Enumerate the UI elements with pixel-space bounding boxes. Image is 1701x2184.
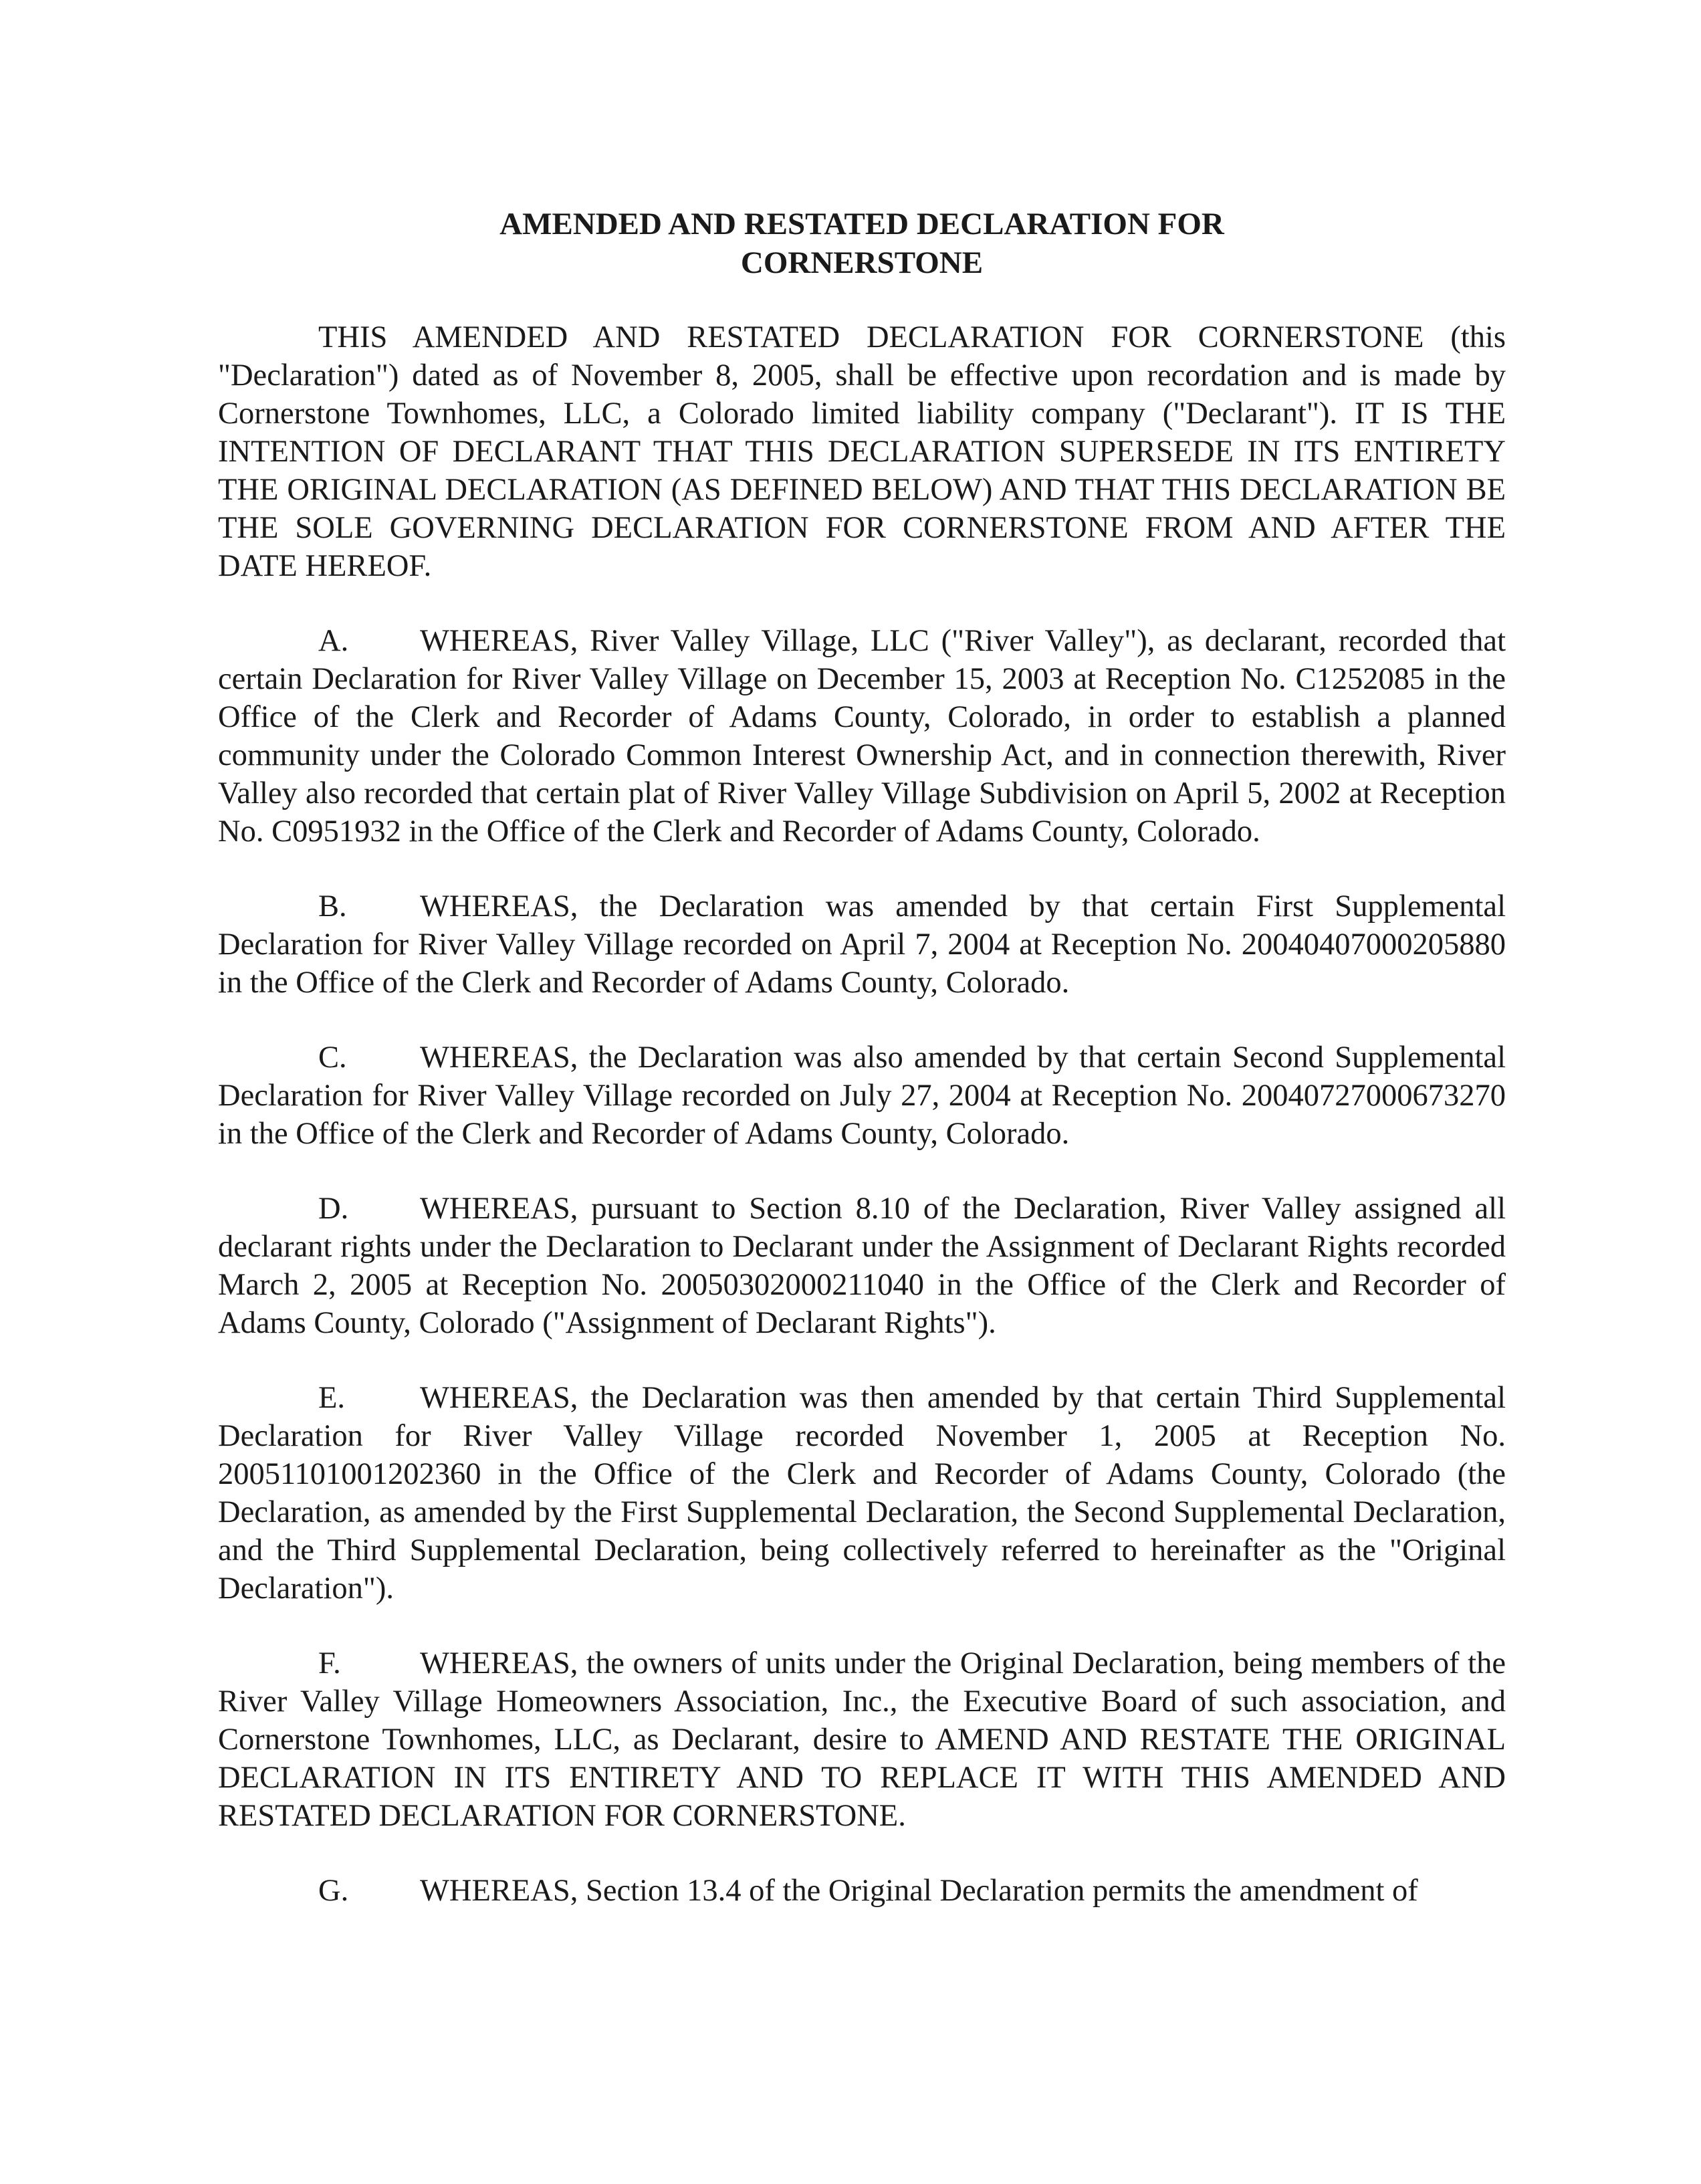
recital-text: WHEREAS, River Valley Village, LLC ("River Valley"), as declarant, recorded that certain Declaration for River Valley Village on December 15, 2003 at Reception No. C1252085 in the Office of the Clerk and Recorder of Adams County, Colorado, in order to establish a planned community under the Colorado Common Interest Ownership Act, and in connection therewith, River Valley also recorded that certain plat of River Valley Village Subdivision on April 5, 2002 at Reception No. C0951932 in the Office of the Clerk and Recorder of Adams County, Colorado.	[218, 624, 1506, 849]
document-title	[218, 205, 1506, 282]
title-line-2: CORNERSTONE	[740, 245, 984, 280]
recital-text: WHEREAS, the owners of units under the Original Declaration, being members of the River Valley Village Homeowners Association, Inc., the Executive Board of such association, and Cornerstone Townhomes, LLC, as Declarant, desire to AMEND AND RESTATE THE ORIGINAL DECLARATION IN ITS ENTIRETY AND TO REPLACE IT WITH THIS AMENDED AND RESTATED DECLARATION FOR CORNERSTONE.	[218, 1646, 1506, 1833]
recital-b	[218, 887, 1506, 1002]
recital-text: WHEREAS, the Declaration was also amended by that certain Second Supplemental Declaration for River Valley Village recorded on July 27, 2004 at Reception No. 20040727000673270 in the Office of the Clerk and Recorder of Adams County, Colorado.	[218, 1041, 1506, 1151]
recital-text: WHEREAS, the Declaration was amended by that certain First Supplemental Declaration for River Valley Village recorded on April 7, 2004 at Reception No. 20040407000205880 in the Office of the Clerk and Recorder of Adams County, Colorado.	[218, 889, 1506, 1000]
recital-g	[218, 1872, 1506, 1910]
recital-text: WHEREAS, pursuant to Section 8.10 of the Declaration, River Valley assigned all declarant rights under the Declaration to Declarant under the Assignment of Declarant Rights recorded March 2, 2005 at Reception No. 20050302000211040 in the Office of the Clerk and Recorder of Adams County, Colorado ("Assignment of Declarant Rights").	[218, 1192, 1506, 1340]
recital-label: B.	[318, 889, 347, 923]
recital-label: E.	[318, 1381, 346, 1415]
recital-label: D.	[318, 1192, 349, 1226]
recital-text: WHEREAS, the Declaration was then amended by that certain Third Supplemental Declaration for River Valley Village recorded November 1, 2005 at Reception No. 20051101001202360 in the Office of the Clerk and Recorder of Adams County, Colorado (the Declaration, as amended by the First Supplemental Declaration, the Second Supplemental Declaration, and the Third Supplemental Declaration, being collectively referred to hereinafter as the "Original Declaration").	[218, 1381, 1506, 1606]
recital-label: F.	[318, 1646, 341, 1680]
recital-f	[218, 1644, 1506, 1835]
recital-c	[218, 1039, 1506, 1153]
recital-e	[218, 1379, 1506, 1608]
intro-paragraph: THIS AMENDED AND RESTATED DECLARATION FOR CORNERSTONE (this "Declaration") dated as of November 8, 2005, shall be effective upon recordation and is made by Cornerstone Townhomes, LLC, a Colorado limited liability company ("Declarant"). IT IS THE INTENTION OF DECLARANT THAT THIS DECLARATION SUPERSEDE IN ITS ENTIRETY THE ORIGINAL DECLARATION (AS DEFINED BELOW) AND THAT THIS DECLARATION BE THE SOLE GOVERNING DECLARATION FOR CORNERSTONE FROM AND AFTER THE DATE HEREOF.	[218, 320, 1506, 583]
recital-text: WHEREAS, Section 13.4 of the Original Declaration permits the amendment of	[420, 1874, 1418, 1908]
recital-label: G.	[318, 1874, 349, 1908]
recital-d	[218, 1190, 1506, 1342]
recital-label: C.	[318, 1041, 347, 1075]
title-line-1: AMENDED AND RESTATED DECLARATION FOR	[499, 207, 1224, 241]
document-page	[218, 205, 1506, 1947]
recital-a	[218, 622, 1506, 851]
recital-label: A.	[318, 624, 349, 658]
